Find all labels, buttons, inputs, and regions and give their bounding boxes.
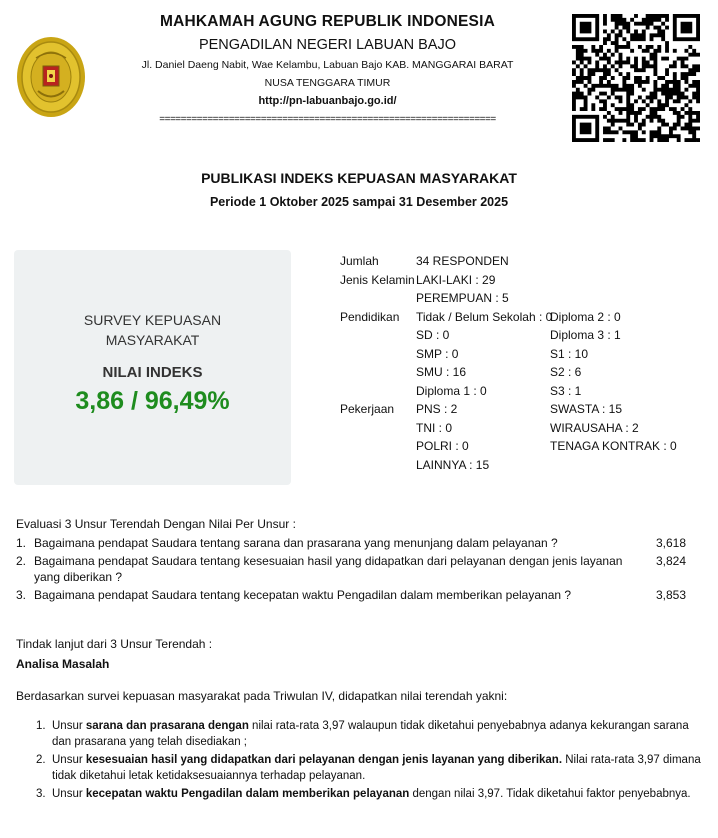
analysis-item — [36, 718, 706, 750]
court-name: PENGADILAN NEGERI LABUAN BAJO — [198, 37, 457, 53]
job-item: TNI : 0 — [416, 420, 453, 435]
analysis-item-number: 3. — [36, 788, 46, 800]
demo-row-education-3 — [340, 345, 710, 364]
analysis-item-prefix: Unsur — [52, 754, 86, 766]
analysis-paragraph: Berdasarkan survei kepuasan masyarakat pada Triwulan IV, didapatkan nilai terendah yakni: — [16, 689, 508, 703]
demo-row-job-2 — [340, 419, 710, 438]
analysis-item-emphasis: kecepatan waktu Pengadilan dalam memberikan pelayanan — [85, 788, 410, 800]
demo-row-education-2 — [340, 326, 710, 345]
analysis-list — [16, 718, 706, 802]
evaluation-item-text: Bagaimana pendapat Saudara tentang kesesuaian hasil yang didapatkan dari pelayanan dengan jenis layanan yang diberikan ? — [34, 554, 623, 584]
demo-row-education-4 — [340, 363, 710, 382]
education-item: Diploma 1 : 0 — [416, 383, 487, 398]
analysis-item — [36, 752, 706, 784]
evaluation-item-text: Bagaimana pendapat Saudara tentang kecepatan waktu Pengadilan dalam memberikan pelayanan ? — [34, 588, 572, 602]
gender-female: PEREMPUAN : 5 — [416, 291, 509, 305]
analysis-item-number: 1. — [36, 720, 46, 732]
analysis-item-emphasis: kesesuaian hasil yang didapatkan dari pelayanan dengan jenis layanan yang diberikan. — [85, 754, 563, 766]
evaluation-item-score: 3,618 — [655, 536, 686, 550]
evaluation-item-text: Bagaimana pendapat Saudara tentang sarana dan prasarana yang menunjang dalam pelayanan ? — [34, 536, 558, 550]
survey-label-line-1: SURVEY KEPUASAN — [83, 312, 222, 328]
education-label: Pendidikan — [340, 309, 400, 324]
analysis-item-prefix: Unsur — [52, 788, 86, 800]
evaluation-list — [16, 535, 706, 603]
evaluation-item-score: 3,824 — [655, 554, 686, 568]
evaluation-item-number: 1. — [16, 536, 27, 550]
education-item: S1 : 10 — [550, 346, 589, 361]
survey-label-line-2: MASYARAKAT — [105, 332, 200, 348]
analysis-item-prefix: Unsur — [52, 720, 86, 732]
evaluation-intro: Evaluasi 3 Unsur Terendah Dengan Nilai Per Unsur : — [16, 517, 296, 531]
follow-up-section — [16, 636, 706, 802]
qr-code — [572, 14, 700, 142]
evaluation-item-score: 3,853 — [655, 588, 686, 602]
analysis-item-number: 2. — [36, 754, 46, 766]
analysis-item-detail: Nilai rata-rata 3,97 dimana tidak diketahui letak ketidaksesuaiannya terhadap pelayanan. — [52, 754, 701, 782]
analysis-item-detail: nilai rata-rata 3,97 walaupun tidak diketahui penyebabnya adanya kekurangan sarana dan prasarana yang telah disediakan ; — [52, 720, 689, 748]
index-value: 3,86 / 96,49% — [75, 387, 230, 415]
court-emblem-logo — [16, 36, 86, 118]
education-item: Tidak / Belum Sekolah : 0 — [416, 309, 553, 324]
demo-row-total — [340, 252, 710, 271]
total-label: Jumlah — [340, 254, 379, 268]
evaluation-item — [16, 535, 706, 551]
demo-row-job-3 — [340, 437, 710, 456]
demo-row-education-5 — [340, 382, 710, 401]
court-address: Jl. Daniel Daeng Nabit, Wae Kelambu, Labuan Bajo KAB. MANGGARAI BARAT — [141, 59, 514, 71]
institution-title: MAHKAMAH AGUNG REPUBLIK INDONESIA — [160, 13, 495, 30]
education-item: S2 : 6 — [550, 365, 582, 379]
document-header — [0, 0, 718, 150]
demo-row-job-4 — [340, 456, 710, 475]
follow-up-intro: Tindak lanjut dari 3 Unsur Terendah : — [16, 637, 213, 651]
job-item: SWASTA : 15 — [550, 402, 623, 416]
evaluation-item-number: 2. — [16, 554, 27, 568]
court-website-link[interactable]: http://pn-labuanbajo.go.id/ — [258, 95, 397, 107]
demo-row-gender-female — [340, 289, 710, 308]
header-text-block — [110, 12, 545, 126]
publication-period: Periode 1 Oktober 2025 sampai 31 Desember 2025 — [209, 195, 509, 209]
satisfaction-index-card — [14, 250, 291, 485]
job-item: POLRI : 0 — [416, 439, 469, 453]
job-label: Pekerjaan — [340, 402, 395, 416]
demo-row-gender-male — [340, 271, 710, 290]
job-item: PNS : 2 — [416, 402, 458, 416]
court-province: NUSA TENGGARA TIMUR — [264, 77, 391, 89]
job-item: TENAGA KONTRAK : 0 — [550, 439, 677, 453]
evaluation-item-number: 3. — [16, 588, 27, 602]
education-item: SMP : 0 — [416, 346, 459, 361]
gender-male: LAKI-LAKI : 29 — [416, 272, 496, 287]
job-item: WIRAUSAHA : 2 — [550, 420, 639, 435]
job-item: LAINNYA : 15 — [416, 457, 490, 472]
index-label: NILAI INDEKS — [102, 364, 203, 381]
publication-title: PUBLIKASI INDEKS KEPUASAN MASYARAKAT — [201, 170, 517, 186]
evaluation-item — [16, 587, 706, 603]
education-item: SD : 0 — [416, 328, 450, 342]
education-item: S3 : 1 — [550, 383, 582, 398]
analysis-item — [36, 786, 706, 802]
header-divider: =============================================================== — [159, 114, 496, 125]
total-value: 34 RESPONDEN — [416, 254, 509, 268]
education-item: SMU : 16 — [416, 365, 467, 379]
respondent-demographics — [340, 252, 710, 474]
analysis-item-emphasis: sarana dan prasarana dengan — [85, 720, 249, 732]
education-item: Diploma 3 : 1 — [550, 328, 621, 342]
evaluation-item — [16, 553, 706, 585]
gender-label: Jenis Kelamin — [340, 272, 415, 287]
demo-row-education-1 — [340, 308, 710, 327]
demo-row-job-1 — [340, 400, 710, 419]
lowest-elements-evaluation — [16, 516, 706, 603]
analysis-title: Analisa Masalah — [16, 657, 110, 671]
analysis-item-detail: dengan nilai 3,97. Tidak diketahui faktor penyebabnya. — [409, 788, 691, 800]
education-item: Diploma 2 : 0 — [550, 309, 621, 324]
survey-label — [14, 310, 291, 350]
